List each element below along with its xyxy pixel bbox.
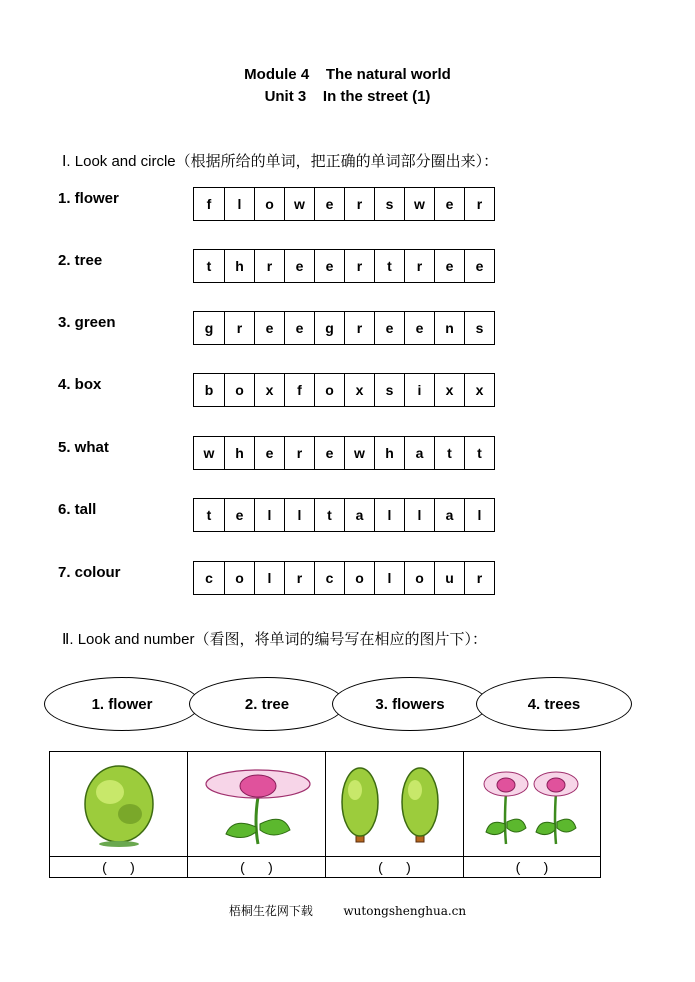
answer-blank[interactable]: ( ) (326, 856, 464, 877)
letter-cell[interactable]: e (404, 312, 434, 344)
letter-cell[interactable]: x (434, 374, 464, 406)
letter-cell[interactable]: s (374, 188, 404, 220)
picture-cell-4 (464, 752, 600, 856)
letter-cell[interactable]: e (254, 312, 284, 344)
word-label: 7. colour (58, 564, 121, 581)
letter-cell[interactable]: l (284, 499, 314, 531)
word-label: 5. what (58, 439, 109, 456)
letter-cell[interactable]: o (254, 188, 284, 220)
letter-cell[interactable]: l (254, 562, 284, 594)
letter-row (193, 249, 495, 283)
letter-cell[interactable]: x (464, 374, 494, 406)
letter-cell[interactable]: f (206, 196, 212, 212)
letter-cell[interactable]: g (314, 312, 344, 344)
answer-blank[interactable]: ( ) (50, 856, 188, 877)
letter-cell[interactable]: w (344, 437, 374, 469)
letter-cell[interactable]: r (404, 250, 434, 282)
letter-cell[interactable]: w (284, 188, 314, 220)
letter-cell[interactable]: e (224, 499, 254, 531)
letter-cell[interactable]: o (314, 374, 344, 406)
letter-cell[interactable]: l (224, 188, 254, 220)
letter-cell[interactable]: x (344, 374, 374, 406)
letter-cell[interactable]: e (434, 250, 464, 282)
letter-cell[interactable]: e (284, 250, 314, 282)
letter-cell[interactable]: r (284, 437, 314, 469)
letter-cell[interactable]: o (224, 562, 254, 594)
letter-cell[interactable]: o (224, 374, 254, 406)
letter-cell[interactable]: e (254, 437, 284, 469)
letter-cell[interactable]: c (314, 562, 344, 594)
letter-cell[interactable]: a (434, 499, 464, 531)
letter-cell[interactable]: r (224, 312, 254, 344)
letter-cell[interactable]: r (254, 250, 284, 282)
letter-cell[interactable]: i (404, 374, 434, 406)
word-label: 4. box (58, 376, 102, 393)
letter-cell[interactable]: w (203, 445, 215, 461)
letter-cell[interactable]: t (314, 499, 344, 531)
letter-cell[interactable]: e (314, 437, 344, 469)
letter-cell[interactable]: x (254, 374, 284, 406)
letter-row (193, 498, 495, 532)
letter-cell[interactable]: o (344, 562, 374, 594)
letter-cell[interactable]: r (464, 188, 494, 220)
word-label: 1. flower (58, 190, 119, 207)
letter-cell[interactable]: u (434, 562, 464, 594)
letter-cell[interactable]: c (205, 570, 213, 586)
letter-cell[interactable]: r (344, 250, 374, 282)
letter-cell[interactable]: t (206, 507, 212, 523)
letter-cell[interactable]: t (464, 437, 494, 469)
letter-cell[interactable]: l (254, 499, 284, 531)
title-line-2: Unit 3 In the street (1) (264, 88, 431, 105)
letter-cell[interactable]: w (404, 188, 434, 220)
footer-text: 梧桐生花网下载 wutongshenghua.cn (228, 904, 467, 918)
answer-blank[interactable]: ( ) (464, 856, 600, 877)
option-oval: 3. flowers (332, 677, 488, 731)
letter-cell[interactable]: o (404, 562, 434, 594)
picture-cell-2 (188, 752, 326, 856)
word-label: 2. tree (58, 252, 103, 269)
picture-cell-1 (50, 752, 188, 856)
letter-cell[interactable]: r (284, 562, 314, 594)
letter-cell[interactable]: a (404, 437, 434, 469)
option-oval: 1. flower (44, 677, 200, 731)
letter-cell[interactable]: e (314, 188, 344, 220)
letter-row (193, 187, 495, 221)
letter-cell[interactable]: h (224, 250, 254, 282)
answer-blank[interactable]: ( ) (188, 856, 326, 877)
letter-cell[interactable]: n (434, 312, 464, 344)
letter-cell[interactable]: e (434, 188, 464, 220)
letter-cell[interactable]: l (374, 562, 404, 594)
letter-cell[interactable]: t (434, 437, 464, 469)
letter-row (193, 436, 495, 470)
word-options (44, 677, 644, 733)
letter-cell[interactable]: g (204, 320, 214, 336)
letter-cell[interactable]: e (284, 312, 314, 344)
option-oval: 4. trees (476, 677, 632, 731)
letter-cell[interactable]: s (464, 312, 494, 344)
letter-cell[interactable]: b (204, 382, 214, 398)
section-1-heading: Ⅰ. Look and circle（根据所给的单词，把正确的单词部分圈出来）： (62, 153, 499, 170)
section-2-heading: Ⅱ. Look and number（看图，将单词的编号写在相应的图片下）： (62, 631, 487, 648)
letter-cell[interactable]: e (464, 250, 494, 282)
letter-cell[interactable]: h (374, 437, 404, 469)
letter-cell[interactable]: r (344, 312, 374, 344)
option-oval: 2. tree (189, 677, 345, 731)
word-label: 3. green (58, 314, 116, 331)
letter-cell[interactable]: r (344, 188, 374, 220)
letter-cell[interactable]: l (464, 499, 494, 531)
trees-icon (326, 752, 464, 856)
letter-row (193, 561, 495, 595)
flowers-icon (464, 752, 600, 856)
letter-row (193, 311, 495, 345)
flower-icon (188, 752, 326, 856)
letter-cell[interactable]: e (314, 250, 344, 282)
letter-cell[interactable]: r (464, 562, 494, 594)
tree-icon (50, 752, 188, 856)
letter-cell[interactable]: f (284, 374, 314, 406)
letter-cell[interactable]: e (374, 312, 404, 344)
letter-cell[interactable]: h (224, 437, 254, 469)
title-line-1: Module 4 The natural world (244, 66, 451, 83)
letter-cell[interactable]: t (206, 258, 212, 274)
picture-table (49, 751, 601, 878)
letter-cell[interactable]: l (404, 499, 434, 531)
picture-cell-3 (326, 752, 464, 856)
letter-cell[interactable]: l (374, 499, 404, 531)
letter-row (193, 373, 495, 407)
word-label: 6. tall (58, 501, 97, 518)
letter-cell[interactable]: s (374, 374, 404, 406)
letter-cell[interactable]: a (344, 499, 374, 531)
letter-cell[interactable]: t (374, 250, 404, 282)
